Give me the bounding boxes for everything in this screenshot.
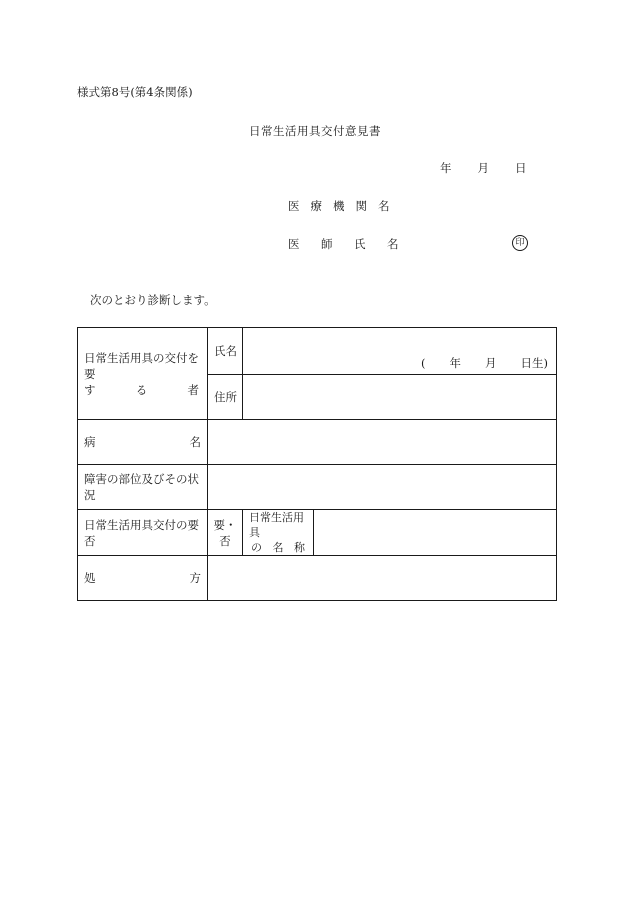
doctor-label-char: 氏 — [354, 237, 366, 251]
address-label-char: 所 — [225, 390, 237, 404]
doctor-label-char: 名 — [387, 237, 399, 251]
prescription-label-char: 処 — [84, 571, 96, 585]
person-label-char: る — [135, 382, 148, 397]
doctor-label-char: 師 — [321, 237, 333, 251]
seal-mark: 印 — [512, 235, 528, 251]
disability-field[interactable] — [208, 465, 557, 510]
address-label-char: 住 — [214, 390, 226, 404]
device-name-field[interactable] — [314, 510, 557, 556]
address-field[interactable] — [243, 375, 557, 420]
disease-label-char: 名 — [189, 435, 201, 449]
disease-label-char: 病 — [84, 435, 96, 449]
device-name-label-line1: 日常生活用具 — [249, 511, 304, 539]
necessity-label-cell: 日常生活用具交付の要否 — [78, 510, 208, 556]
date-year-label: 年 — [440, 161, 452, 175]
date-month-label: 月 — [477, 161, 489, 175]
disease-label-cell — [78, 420, 208, 465]
prescription-label-char: 方 — [189, 571, 201, 585]
date-line — [440, 160, 527, 176]
name-label-cell — [208, 328, 243, 375]
device-name-label-char: 名 — [272, 541, 284, 554]
person-label-char: 者 — [187, 382, 199, 397]
address-label-cell — [208, 375, 243, 420]
necessity-choice[interactable]: 要・否 — [208, 510, 243, 556]
disease-field[interactable] — [208, 420, 557, 465]
name-label-char: 名 — [225, 344, 237, 358]
birth-month-label: 月 — [485, 356, 497, 370]
opinion-form-table — [77, 327, 557, 601]
prescription-label-cell — [78, 556, 208, 601]
name-field[interactable] — [243, 328, 557, 375]
form-number: 様式第8号(第4条関係) — [77, 85, 193, 99]
document-title: 日常生活用具交付意見書 — [249, 124, 381, 138]
birth-date-line — [421, 355, 548, 371]
prescription-field[interactable] — [208, 556, 557, 601]
date-day-label: 日 — [515, 161, 527, 175]
device-name-label-char: の — [251, 541, 262, 554]
institution-name-label: 医療機関名 — [288, 199, 401, 213]
device-name-label-char: 称 — [294, 541, 305, 554]
birth-day-label: 日生) — [520, 356, 548, 370]
person-label-line1: 日常生活用具の交付を要 — [84, 350, 199, 381]
device-name-label-cell — [243, 510, 314, 556]
birth-year-label: 年 — [449, 356, 461, 370]
doctor-label-char: 医 — [288, 237, 300, 251]
intro-text: 次のとおり診断します。 — [90, 293, 216, 307]
person-label-char: す — [84, 382, 96, 397]
name-label-char: 氏 — [214, 344, 226, 358]
birth-open-paren: ( — [421, 356, 426, 370]
person-label-cell — [78, 328, 208, 420]
disability-label-cell: 障害の部位及びその状況 — [78, 465, 208, 510]
